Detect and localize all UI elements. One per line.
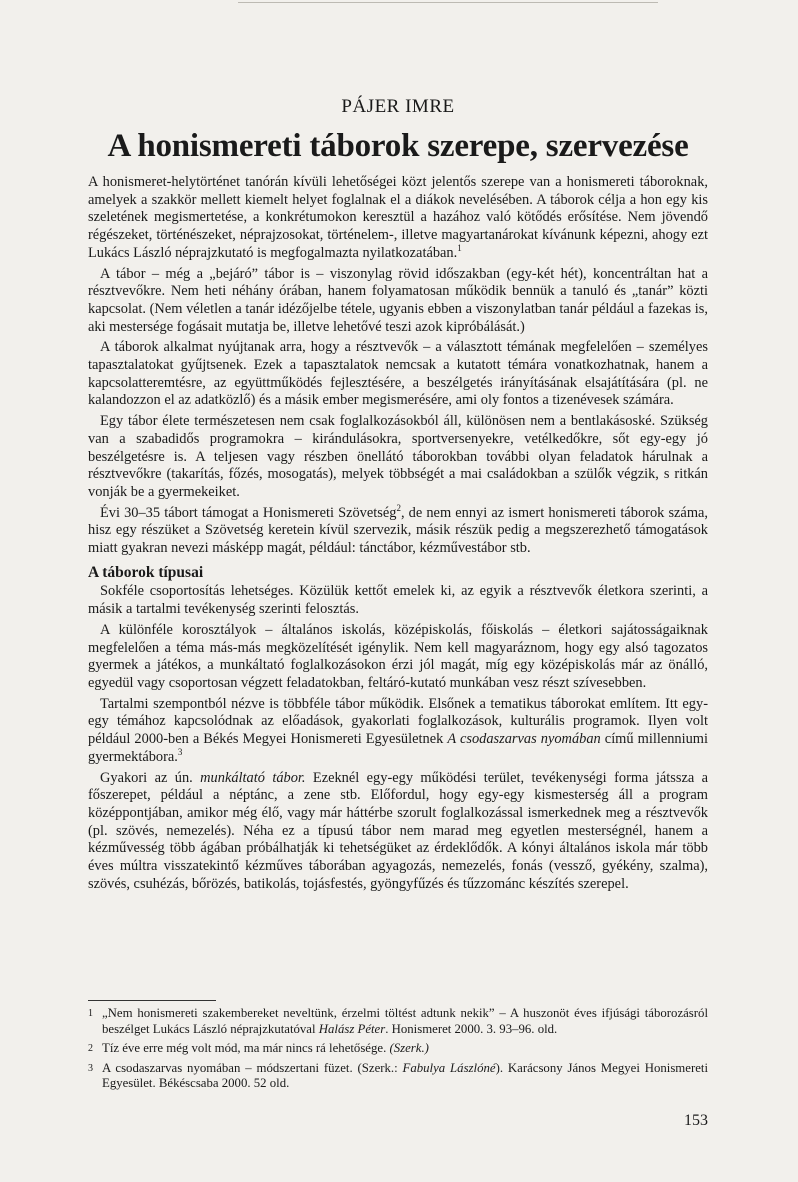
footnote-ref-2[interactable]: 2: [396, 502, 401, 513]
footnote-ref-1[interactable]: 1: [457, 243, 462, 254]
section-paragraph-2: A különféle korosztályok – általános iskolás, középiskolás, főiskolás – életkori sajátosságaiknak megfelelően a téma más-más megközelítését igénylik. Nem kell magyaráznom, hogy egy alsó tagozatos gyermek a játékos, a munkáltató foglalkozásokon érzi jól magát, míg egy középiskolás már az önálló, egyedül vagy csoportosan végzett feladatokban, feltáró-kutató munkában vesz részt szívesebben.: [88, 621, 708, 691]
section-paragraph-3: Tartalmi szempontból nézve is többféle tábor működik. Elsőnek a tematikus táborokat említem. Itt egy-egy témához kapcsolódnak az előadások, gyakorlati foglalkozások, kulturális programok. Ilyen volt például 2000-ben a Békés Megyei Honismereti Egyesületnek A csodaszarvas nyomában című millenniumi gyermektábora.$^3$: [88, 695, 708, 765]
paragraph-4: Egy tábor élete természetesen nem csak foglalkozásokból áll, különösen nem a bentlakásoské. Szükség van a szabadidős programokra – kirándulásokra, sportversenyekre, vetélkedőkre, sőt egy-egy jó beszélgetésre is. A teljesen vagy részben önellátó táborokban további olyan feladatok hárulnak a résztvevőkre (takarítás, főzés, mosogatás), melyek többségét a mai családokban a szülők végzik, s ritkán vonják be a gyermekeiket.: [88, 413, 708, 500]
footnote-ref-3[interactable]: 3: [177, 747, 183, 757]
top-edge-rule: [238, 2, 658, 3]
author-name: PÁJER IMRE: [341, 96, 455, 117]
section-heading: A táborok típusai: [88, 563, 204, 581]
article-body: [88, 174, 708, 896]
paragraph-3: A táborok alkalmat nyújtanak arra, hogy a résztvevők – a választott témának megfelelően – személyes tapasztalatokat gyűjtsenek. Ezek a tapasztalatok nemcsak a kutatott témára vonatkozhatnak, hanem a kapcsolatteremtésre, az együttműködés fejlesztésére, a beszélgetés irányításának elsajátítására (pl. ne kalandozzon el az adatközlő) és a másik ember megismerésére, ami oly fontos a tizenévesek számára.: [88, 339, 708, 409]
footnotes: [88, 1006, 708, 1096]
footnote-divider: [88, 1000, 216, 1001]
paragraph-1: A honismeret-helytörténet tanórán kívüli lehetőségei közt jelentős szerepe van a honismereti táboroknak, amelyek a szakkör mellett kiemelt helyet foglalnak el a diákok nevelésében. A táborok célja a hon egy kis szeletének megismertetése, a konkrétumokon keresztül a hazához való kötődés erősítése. Nem jövendő régészeket, történészeket, néprajzosokat, történelem-, illetve magyartanárokat kívánunk képezni, ahogy ezt Lukács László néprajzkutató is megfogalmazta nyilatkozatában.$^1$: [88, 174, 708, 261]
footnote-2: 2 Tíz éve erre még volt mód, ma már nincs rá lehetősége. (Szerk.): [88, 1041, 429, 1056]
page-number: 153: [684, 1112, 708, 1129]
section-paragraph-1: Sokféle csoportosítás lehetséges. Közülük kettőt emelek ki, az egyik a résztvevők életkora szerinti, a másik a tartalmi tevékenység szerinti felosztás.: [88, 583, 708, 618]
section-paragraph-4: Gyakori az ún. munkáltató tábor. Ezeknél egy-egy működési terület, tevékenységi forma játssza a főszerepet, például a néptánc, a zene stb. Előfordul, hogy egy-egy kismesterség áll a program középpontjában, amikor még élő, vagy már háttérbe szorult foglalkozással ismerkednek meg a résztvevők (pl. szövés, nemezelés). Néha ez a típusú tábor nem marad meg egyetlen mesterségnél, hanem a kézművesség több ágában próbálhatják ki tehetségüket az érdeklődők. A kónyi általános iskola már több éves múltra visszatekintő kézműves táborában agyagozás, nemezelés, fonás (vessző, gyékény, szalma), szövés, csuhézás, bőrözés, batikolás, tojásfestés, gyöngyfűzés és tűzzománc készítés szerepel.: [88, 769, 709, 892]
footnote-3: 3 A csodaszarvas nyomában – módszertani füzet. (Szerk.: Fabulya Lászlóné). Karácsony János Megyei Honismereti Egyesület. Békéscsaba 2000. 52 old.: [88, 1060, 708, 1091]
article-title: A honismereti táborok szerepe, szervezése: [107, 128, 689, 164]
footnote-1: 1 „Nem honismereti szakembereket neveltünk, érzelmi töltést adtunk nekik” – A huszonöt éves ifjúsági táborozásról beszélget Lukács László néprajzkutatóval Halász Péter. Honismeret 2000. 3. 93–96. old.: [88, 1006, 708, 1036]
paragraph-5: Évi 30–35 tábort támogat a Honismereti Szövetség$^2$, de nem ennyi az ismert honismereti táborok száma, hisz egy részüket a Szövetség keretein kívül szervezik, másik részük pedig a megszerezhető támogatások miatt gyakran nevezi másképp magát, például: tánctábor, kézművestábor stb.: [88, 502, 709, 557]
paragraph-2: A tábor – még a „bejáró” tábor is – viszonylag rövid időszakban (egy-két hét), koncentráltan hat a résztvevőkre. Nem heti néhány órában, hanem folyamatosan működik bennük a tanuló és „tanár” közti kapcsolat. (Nem véletlen a tanár idézőjelbe tétele, ugyanis ebben a viszonylatban tanár például a fazekas is, aki mestersége fogásait mutatja be, illetve lehetővé teszi azok kipróbálását.): [88, 265, 708, 335]
